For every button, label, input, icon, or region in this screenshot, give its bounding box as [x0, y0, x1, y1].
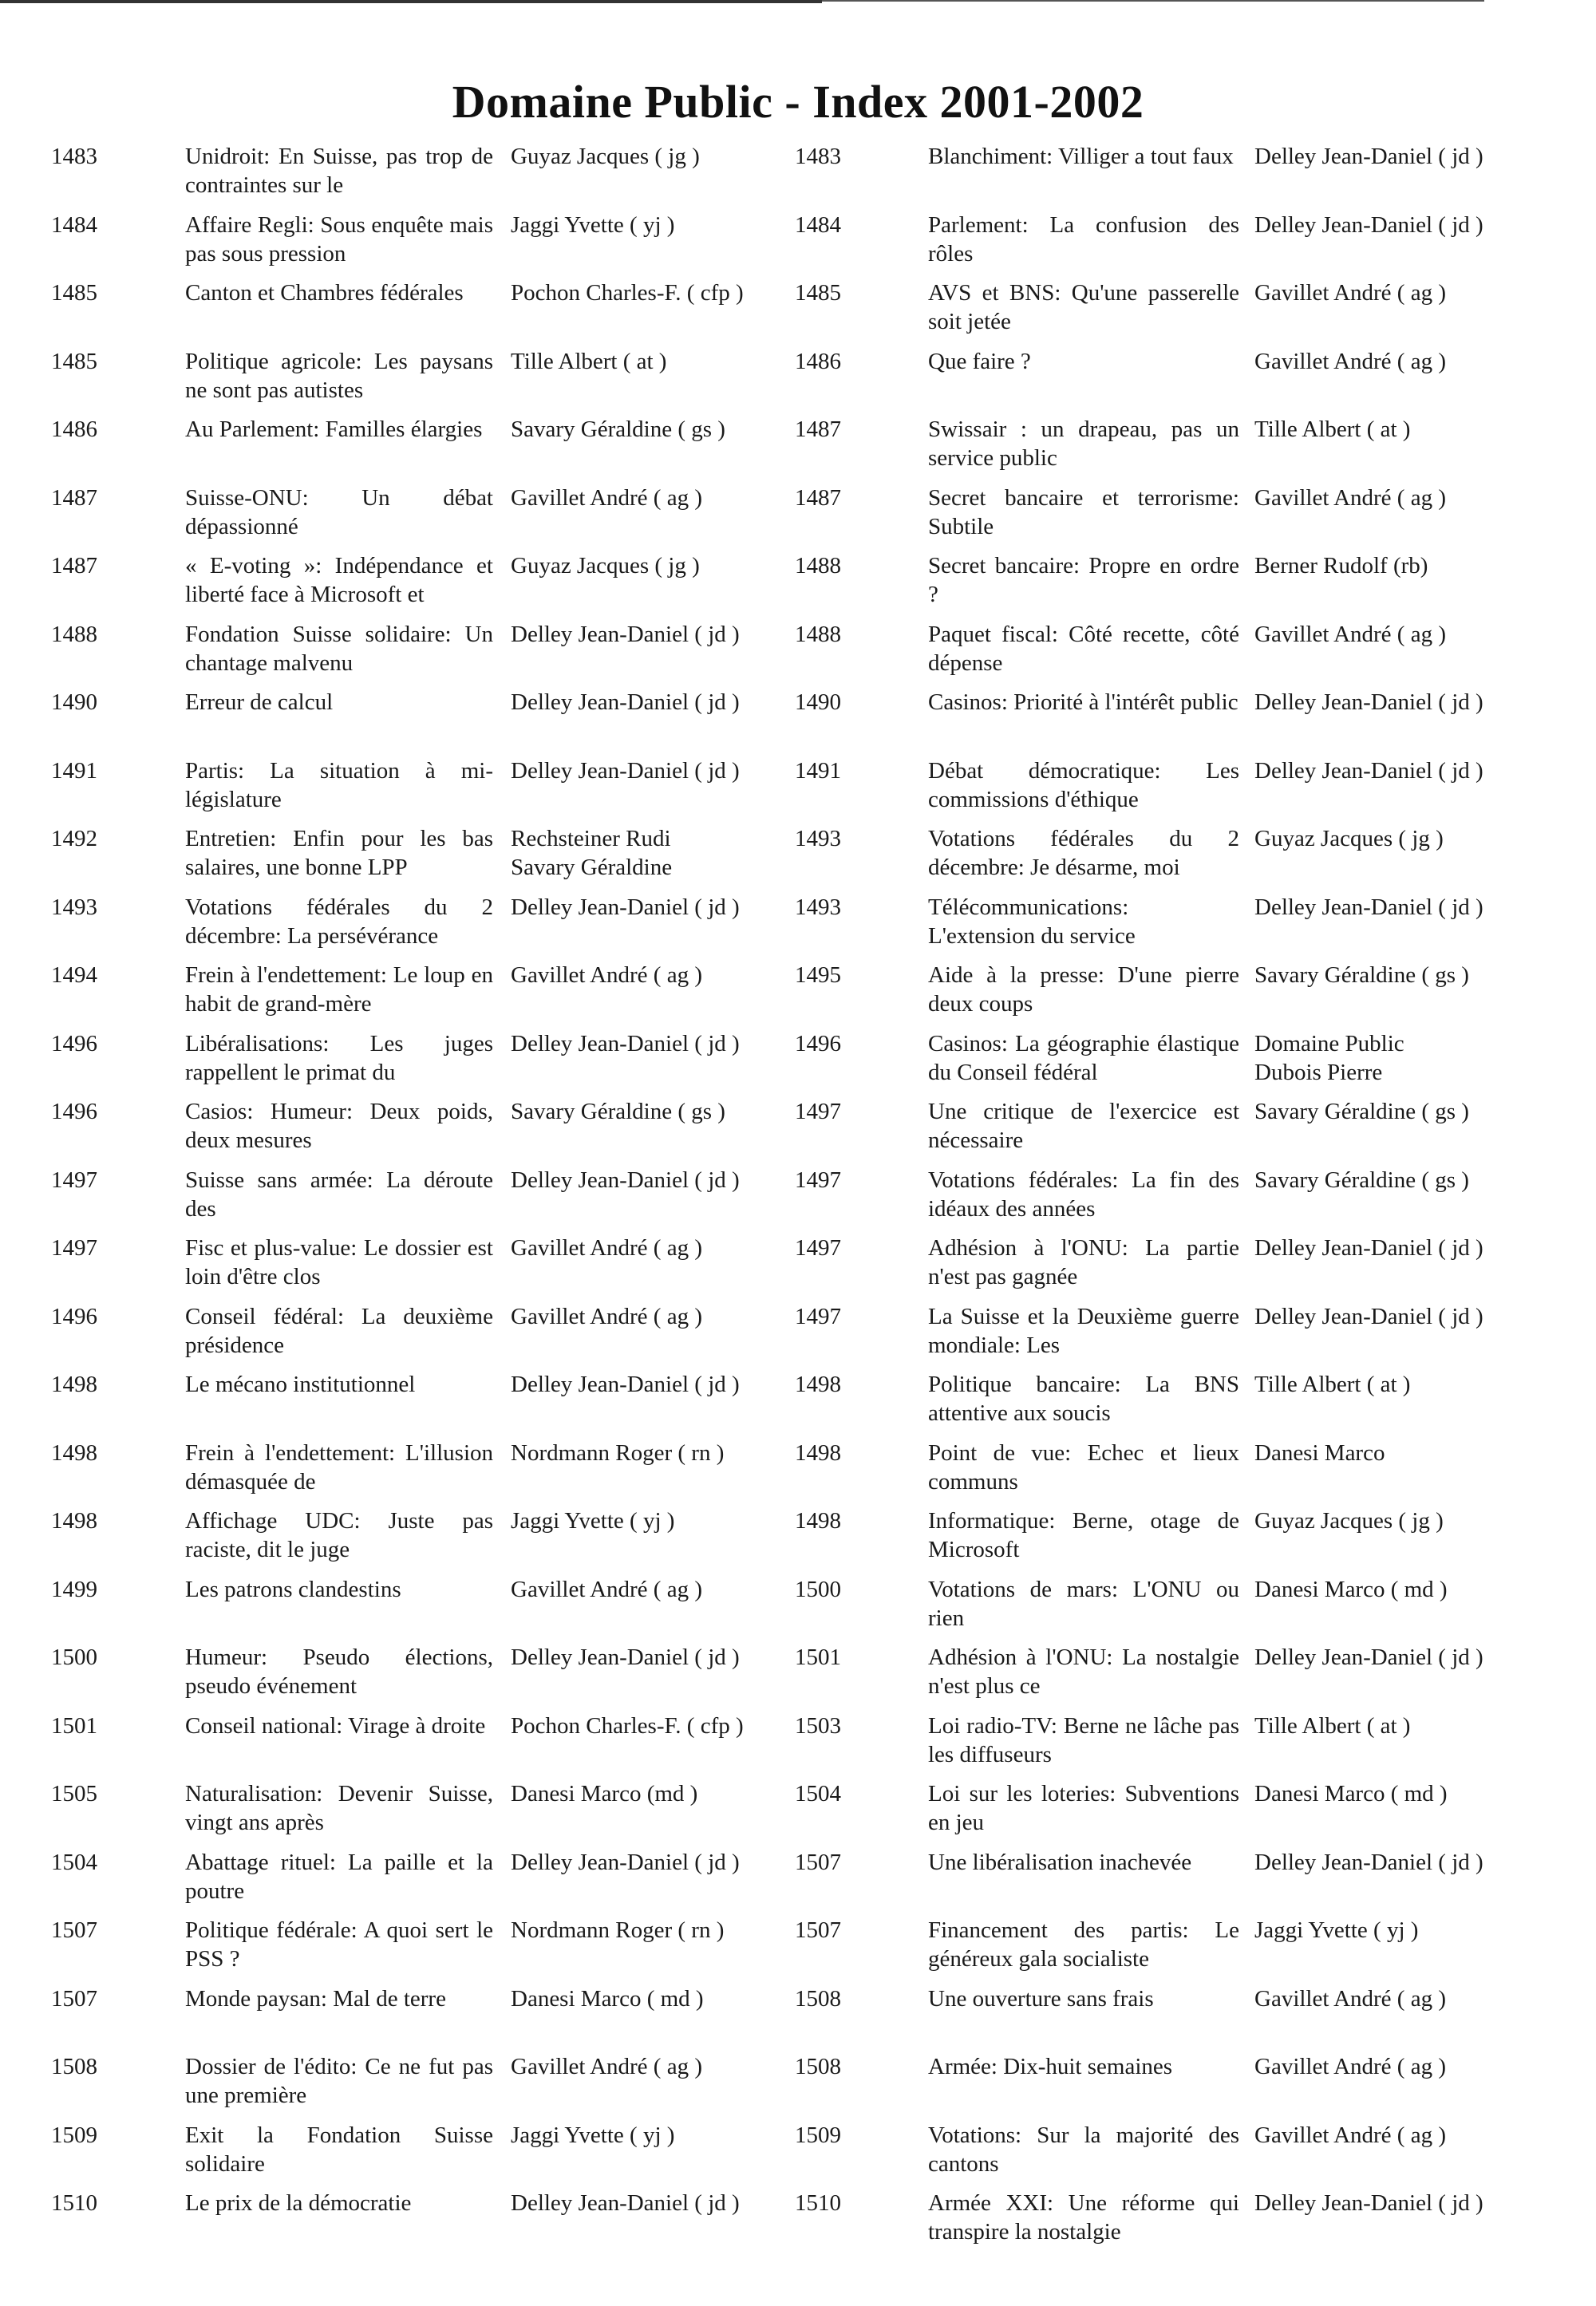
right-author: Danesi Marco ( md ) [1254, 1576, 1448, 1602]
index-row [0, 211, 1596, 279]
left-author: Gavillet André ( ag ) [511, 1303, 702, 1329]
index-row [0, 1643, 1596, 1712]
left-author: Tille Albert ( at ) [511, 348, 667, 374]
index-row [0, 893, 1596, 961]
left-author: Gavillet André ( ag ) [511, 1235, 702, 1261]
right-issue-number: 1498 [795, 1439, 841, 1466]
page-title: Domaine Public - Index 2001-2002 [452, 76, 1144, 128]
left-issue-number: 1496 [51, 1303, 97, 1329]
right-author: Savary Géraldine ( gs ) [1254, 1167, 1469, 1193]
right-author: Delley Jean-Daniel ( jd ) [1254, 1849, 1483, 1875]
right-article-title: Secret bancaire: Propre en ordre ? [928, 553, 1239, 607]
right-author: Delley Jean-Daniel ( jd ) [1254, 211, 1483, 238]
right-author: Gavillet André ( ag ) [1254, 621, 1446, 647]
left-author: Guyaz Jacques ( jg ) [511, 144, 700, 169]
left-article-title: Fisc et plus-value: Le dossier est loin d'être clos [185, 1235, 493, 1289]
left-issue-number: 1498 [51, 1508, 97, 1534]
left-author: Delley Jean-Daniel ( jd ) [511, 1167, 740, 1193]
right-issue-number: 1491 [795, 757, 841, 784]
left-article-title: Politique fédérale: A quoi sert le PSS ? [185, 1917, 493, 1972]
left-author: Guyaz Jacques ( jg ) [511, 553, 700, 578]
left-author: Gavillet André ( ag ) [511, 484, 702, 511]
right-article-title: Une ouverture sans frais [928, 1985, 1154, 2012]
right-issue-number: 1488 [795, 553, 841, 578]
left-issue-number: 1497 [51, 1167, 97, 1193]
left-article-title: Fondation Suisse solidaire: Un chantage malvenu [185, 621, 493, 676]
left-issue-number: 1485 [51, 348, 97, 374]
right-article-title: Loi sur les loteries: Subventions en jeu [928, 1781, 1239, 1835]
left-issue-number: 1498 [51, 1439, 97, 1466]
right-article-title: Votations de mars: L'ONU ou rien [928, 1576, 1239, 1631]
right-issue-number: 1508 [795, 1985, 841, 2012]
right-article-title: La Suisse et la Deuxième guerre mondiale: Les [928, 1303, 1239, 1358]
scan-top-edge [0, 0, 822, 3]
index-row [0, 484, 1596, 552]
right-author: Berner Rudolf (rb) [1254, 553, 1428, 578]
left-article-title: Naturalisation: Devenir Suisse, vingt ans après [185, 1781, 493, 1835]
scan-top-edge-thin [822, 0, 1484, 2]
right-issue-number: 1486 [795, 348, 841, 374]
left-author: Pochon Charles-F. ( cfp ) [511, 1712, 744, 1739]
left-issue-number: 1510 [51, 2190, 97, 2216]
left-article-title: Politique agricole: Les paysans ne sont pas autistes [185, 348, 493, 403]
index-row [0, 824, 1596, 893]
index-row [0, 347, 1596, 416]
left-author: Nordmann Roger ( rn ) [511, 1917, 725, 1943]
right-issue-number: 1498 [795, 1372, 841, 1397]
right-author: Delley Jean-Daniel ( jd ) [1254, 894, 1483, 920]
right-author: Delley Jean-Daniel ( jd ) [1254, 1645, 1483, 1670]
index-row [0, 1166, 1596, 1234]
index-row [0, 1370, 1596, 1439]
right-article-title: Financement des partis: Le généreux gala socialiste [928, 1917, 1239, 1972]
left-issue-number: 1508 [51, 2054, 97, 2079]
left-author: Pochon Charles-F. ( cfp ) [511, 280, 744, 306]
index-row [0, 551, 1596, 620]
index-row [0, 1575, 1596, 1644]
left-article-title: Humeur: Pseudo élections, pseudo événement [185, 1645, 493, 1699]
index-row [0, 278, 1596, 347]
left-article-title: Exit la Fondation Suisse solidaire [185, 2122, 493, 2177]
right-issue-number: 1493 [795, 894, 841, 920]
right-issue-number: 1495 [795, 962, 841, 988]
left-author: Gavillet André ( ag ) [511, 2054, 702, 2079]
right-author: Delley Jean-Daniel ( jd ) [1254, 1303, 1483, 1329]
index-row [0, 2121, 1596, 2190]
right-issue-number: 1496 [795, 1030, 841, 1056]
right-author: Gavillet André ( ag ) [1254, 484, 1446, 511]
right-issue-number: 1508 [795, 2054, 841, 2079]
left-author: Delley Jean-Daniel ( jd ) [511, 621, 740, 647]
index-row [0, 1234, 1596, 1302]
right-article-title: Armée: Dix-huit semaines [928, 2054, 1173, 2079]
right-article-title: Adhésion à l'ONU: La partie n'est pas gagnée [928, 1235, 1239, 1289]
left-issue-number: 1487 [51, 553, 97, 578]
right-issue-number: 1487 [795, 484, 841, 511]
left-issue-number: 1497 [51, 1235, 97, 1261]
right-issue-number: 1484 [795, 211, 841, 238]
right-issue-number: 1497 [795, 1167, 841, 1193]
left-article-title: Au Parlement: Familles élargies [185, 417, 483, 442]
left-issue-number: 1485 [51, 280, 97, 306]
right-issue-number: 1498 [795, 1508, 841, 1534]
left-issue-number: 1484 [51, 211, 97, 238]
right-issue-number: 1483 [795, 144, 841, 169]
right-author: Danesi Marco ( md ) [1254, 1781, 1448, 1806]
left-article-title: Suisse-ONU: Un débat dépassionné [185, 484, 493, 539]
right-article-title: Débat démocratique: Les commissions d'éthique [928, 757, 1239, 812]
left-author: Delley Jean-Daniel ( jd ) [511, 2190, 740, 2216]
right-author: Tille Albert ( at ) [1254, 1372, 1411, 1397]
right-author: Delley Jean-Daniel ( jd ) [1254, 757, 1483, 784]
right-article-title: Parlement: La confusion des rôles [928, 211, 1239, 267]
left-author: Danesi Marco ( md ) [511, 1985, 704, 2012]
right-author: Tille Albert ( at ) [1254, 417, 1411, 442]
right-article-title: Politique bancaire: La BNS attentive aux soucis [928, 1372, 1239, 1426]
index-row [0, 1984, 1596, 2053]
left-article-title: Erreur de calcul [185, 689, 334, 715]
index-row [0, 1439, 1596, 1507]
left-article-title: Unidroit: En Suisse, pas trop de contraintes sur le [185, 144, 493, 198]
right-issue-number: 1507 [795, 1917, 841, 1943]
right-article-title: Votations fédérales: La fin des idéaux des années [928, 1167, 1239, 1222]
left-author: Delley Jean-Daniel ( jd ) [511, 757, 740, 784]
right-author: Guyaz Jacques ( jg ) [1254, 826, 1444, 851]
left-article-title: Abattage rituel: La paille et la poutre [185, 1849, 493, 1904]
index-row [0, 1916, 1596, 1984]
right-author: Delley Jean-Daniel ( jd ) [1254, 689, 1483, 715]
left-author: Delley Jean-Daniel ( jd ) [511, 1645, 740, 1670]
right-author: Delley Jean-Daniel ( jd ) [1254, 144, 1483, 169]
right-issue-number: 1509 [795, 2122, 841, 2148]
right-article-title: Blanchiment: Villiger a tout faux [928, 144, 1234, 169]
right-author: Gavillet André ( ag ) [1254, 1985, 1446, 2012]
index-table [0, 142, 1596, 2257]
left-article-title: Libéralisations: Les juges rappellent le primat du [185, 1030, 493, 1085]
left-issue-number: 1509 [51, 2122, 97, 2148]
right-author: Danesi Marco [1254, 1439, 1385, 1466]
right-author: Domaine Public Dubois Pierre [1254, 1030, 1404, 1085]
left-author: Delley Jean-Daniel ( jd ) [511, 894, 740, 920]
index-row [0, 142, 1596, 211]
left-author: Jaggi Yvette ( yj ) [511, 1508, 675, 1534]
left-article-title: « E-voting »: Indépendance et liberté face à Microsoft et [185, 553, 493, 607]
index-row [0, 1029, 1596, 1098]
left-article-title: Partis: La situation à mi-législature [185, 757, 493, 812]
right-issue-number: 1490 [795, 689, 841, 715]
left-author: Savary Géraldine ( gs ) [511, 1099, 725, 1124]
left-article-title: Conseil fédéral: La deuxième présidence [185, 1303, 493, 1358]
index-row [0, 688, 1596, 756]
left-article-title: Les patrons clandestins [185, 1576, 401, 1602]
right-article-title: Secret bancaire et terrorisme: Subtile [928, 484, 1239, 539]
right-article-title: Une critique de l'exercice est nécessaire [928, 1099, 1239, 1153]
left-article-title: Affaire Regli: Sous enquête mais pas sous pression [185, 211, 493, 267]
index-row [0, 1779, 1596, 1848]
right-author: Savary Géraldine ( gs ) [1254, 1099, 1469, 1124]
left-author: Gavillet André ( ag ) [511, 962, 702, 988]
right-issue-number: 1488 [795, 621, 841, 647]
right-issue-number: 1504 [795, 1781, 841, 1806]
right-article-title: Une libéralisation inachevée [928, 1849, 1192, 1875]
right-issue-number: 1510 [795, 2190, 841, 2216]
right-article-title: Informatique: Berne, otage de Microsoft [928, 1508, 1239, 1562]
right-article-title: Paquet fiscal: Côté recette, côté dépense [928, 621, 1239, 676]
left-issue-number: 1507 [51, 1985, 97, 2012]
left-issue-number: 1499 [51, 1576, 97, 1602]
right-article-title: Aide à la presse: D'une pierre deux coups [928, 962, 1239, 1017]
right-article-title: Votations fédérales du 2 décembre: Je désarme, moi [928, 826, 1239, 880]
index-row [0, 2189, 1596, 2257]
right-article-title: Loi radio-TV: Berne ne lâche pas les diffuseurs [928, 1712, 1239, 1767]
left-article-title: Votations fédérales du 2 décembre: La persévérance [185, 894, 493, 949]
right-issue-number: 1485 [795, 280, 841, 306]
right-issue-number: 1497 [795, 1303, 841, 1329]
index-row [0, 1506, 1596, 1575]
right-article-title: Armée XXI: Une réforme qui transpire la nostalgie [928, 2190, 1239, 2245]
left-author: Delley Jean-Daniel ( jd ) [511, 1030, 740, 1056]
left-article-title: Dossier de l'édito: Ce ne fut pas une première [185, 2054, 493, 2108]
left-article-title: Le mécano institutionnel [185, 1372, 416, 1397]
right-issue-number: 1503 [795, 1712, 841, 1739]
left-article-title: Casios: Humeur: Deux poids, deux mesures [185, 1099, 493, 1153]
right-author: Jaggi Yvette ( yj ) [1254, 1917, 1419, 1943]
index-row [0, 415, 1596, 484]
right-author: Delley Jean-Daniel ( jd ) [1254, 1235, 1483, 1261]
left-article-title: Frein à l'endettement: L'illusion démasquée de [185, 1439, 493, 1495]
left-issue-number: 1493 [51, 894, 97, 920]
left-issue-number: 1494 [51, 962, 97, 988]
right-issue-number: 1501 [795, 1645, 841, 1670]
right-article-title: Que faire ? [928, 348, 1031, 374]
index-row [0, 2052, 1596, 2121]
left-issue-number: 1483 [51, 144, 97, 169]
left-author: Delley Jean-Daniel ( jd ) [511, 1372, 740, 1397]
left-article-title: Suisse sans armée: La déroute des [185, 1167, 493, 1222]
index-row [0, 756, 1596, 825]
right-article-title: Télécommunications: L'extension du service [928, 894, 1136, 949]
left-issue-number: 1500 [51, 1645, 97, 1670]
left-issue-number: 1498 [51, 1372, 97, 1397]
right-article-title: Point de vue: Echec et lieux communs [928, 1439, 1239, 1495]
left-article-title: Le prix de la démocratie [185, 2190, 412, 2216]
right-article-title: AVS et BNS: Qu'une passerelle soit jetée [928, 280, 1239, 334]
right-article-title: Swissair : un drapeau, pas un service public [928, 417, 1239, 471]
right-article-title: Votations: Sur la majorité des cantons [928, 2122, 1239, 2177]
right-issue-number: 1507 [795, 1849, 841, 1875]
left-article-title: Conseil national: Virage à droite [185, 1712, 486, 1739]
index-row [0, 1302, 1596, 1371]
index-row [0, 961, 1596, 1029]
left-issue-number: 1504 [51, 1849, 97, 1875]
left-author: Rechsteiner Rudi Savary Géraldine [511, 826, 673, 880]
right-article-title: Adhésion à l'ONU: La nostalgie n'est plus ce [928, 1645, 1239, 1699]
right-author: Delley Jean-Daniel ( jd ) [1254, 2190, 1483, 2216]
left-author: Delley Jean-Daniel ( jd ) [511, 689, 740, 715]
left-article-title: Monde paysan: Mal de terre [185, 1985, 446, 2012]
right-author: Savary Géraldine ( gs ) [1254, 962, 1469, 988]
right-issue-number: 1487 [795, 417, 841, 442]
right-issue-number: 1497 [795, 1099, 841, 1124]
index-row [0, 620, 1596, 689]
right-author: Guyaz Jacques ( jg ) [1254, 1508, 1444, 1534]
index-row [0, 1712, 1596, 1780]
left-issue-number: 1487 [51, 484, 97, 511]
left-author: Jaggi Yvette ( yj ) [511, 211, 675, 238]
left-article-title: Affichage UDC: Juste pas raciste, dit le juge [185, 1508, 493, 1562]
right-author: Gavillet André ( ag ) [1254, 280, 1446, 306]
left-issue-number: 1492 [51, 826, 97, 851]
index-row [0, 1848, 1596, 1917]
right-author: Tille Albert ( at ) [1254, 1712, 1411, 1739]
left-issue-number: 1501 [51, 1712, 97, 1739]
left-author: Nordmann Roger ( rn ) [511, 1439, 725, 1466]
left-article-title: Canton et Chambres fédérales [185, 280, 464, 306]
left-article-title: Entretien: Enfin pour les bas salaires, une bonne LPP [185, 826, 493, 880]
left-issue-number: 1488 [51, 621, 97, 647]
right-author: Gavillet André ( ag ) [1254, 348, 1446, 374]
right-author: Gavillet André ( ag ) [1254, 2054, 1446, 2079]
right-issue-number: 1500 [795, 1576, 841, 1602]
left-author: Jaggi Yvette ( yj ) [511, 2122, 675, 2148]
left-author: Gavillet André ( ag ) [511, 1576, 702, 1602]
left-issue-number: 1507 [51, 1917, 97, 1943]
left-issue-number: 1486 [51, 417, 97, 442]
left-issue-number: 1505 [51, 1781, 97, 1806]
right-author: Gavillet André ( ag ) [1254, 2122, 1446, 2148]
index-row [0, 1097, 1596, 1166]
right-issue-number: 1493 [795, 826, 841, 851]
left-issue-number: 1496 [51, 1030, 97, 1056]
left-article-title: Frein à l'endettement: Le loup en habit de grand-mère [185, 962, 493, 1017]
right-issue-number: 1497 [795, 1235, 841, 1261]
right-article-title: Casinos: Priorité à l'intérêt public [928, 689, 1238, 715]
left-issue-number: 1490 [51, 689, 97, 715]
right-article-title: Casinos: La géographie élastique du Conseil fédéral [928, 1030, 1239, 1085]
left-author: Danesi Marco (md ) [511, 1781, 698, 1806]
left-issue-number: 1496 [51, 1099, 97, 1124]
left-author: Savary Géraldine ( gs ) [511, 417, 725, 442]
left-author: Delley Jean-Daniel ( jd ) [511, 1849, 740, 1875]
left-issue-number: 1491 [51, 757, 97, 784]
